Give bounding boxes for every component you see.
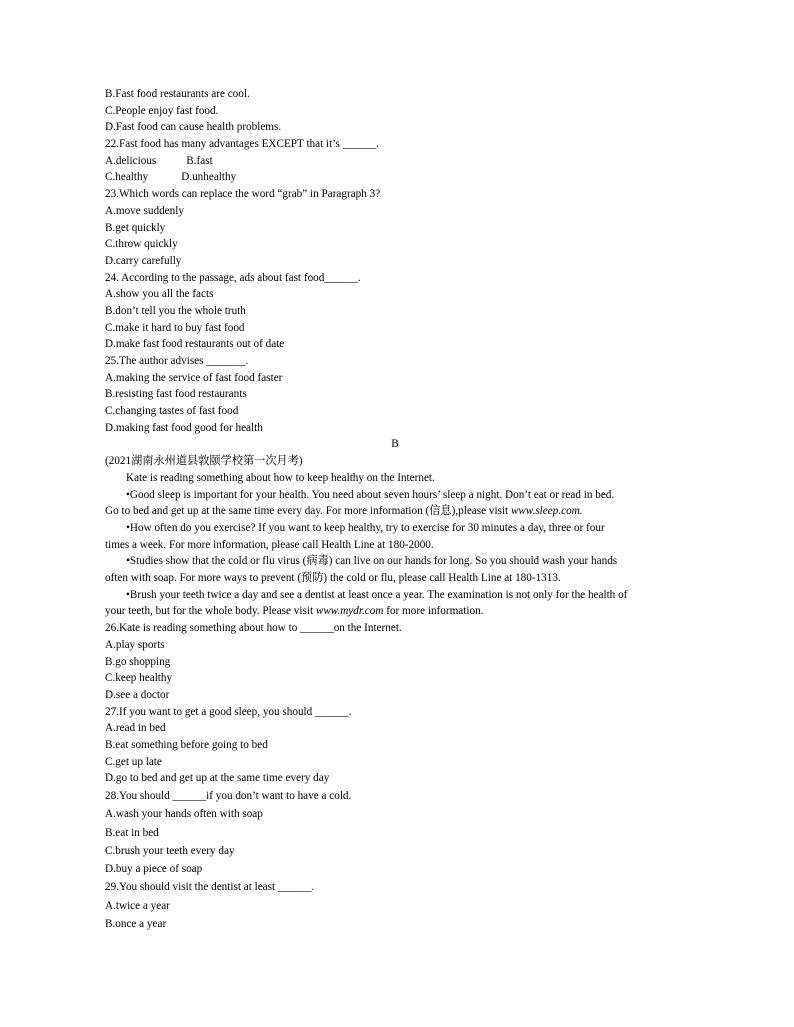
q25-option-a: A.making the service of fast food faster (105, 371, 283, 384)
q26-option-b: B.go shopping (105, 655, 171, 668)
passage-paragraph-exercise (105, 520, 685, 553)
q24-option-b: B.don’t tell you the whole truth (105, 304, 246, 317)
q21-option-c: C.People enjoy fast food. (105, 104, 219, 117)
q24-stem: 24. According to the passage, ads about fast food______. (105, 271, 361, 284)
q25-stem: 25.The author advises _______. (105, 355, 249, 367)
q25-option-d: D.making fast food good for health (105, 421, 263, 434)
mydr-website-link[interactable]: www.mydr.com (315, 605, 384, 618)
q28-option-b: B.eat in bed (105, 826, 159, 839)
paragraph-teeth-line2 (105, 603, 685, 620)
q27-option-a: A.read in bed (105, 722, 166, 735)
paragraph-sleep-line1: •Good sleep is important for your health. You need about seven hours’ sleep a night. Don’t eat or read in bed. (126, 488, 615, 501)
paragraph-teeth-line1: •Brush your teeth twice a day and see a dentist at least once a year. The examination is not only for the health of (126, 588, 628, 601)
q22-option-b: B.fast (186, 154, 213, 167)
paragraph-teeth-text-before: your teeth, but for the whole body. Please visit (105, 605, 316, 618)
q24-option-a: A.show you all the facts (105, 288, 214, 301)
q25-option-c: C.changing tastes of fast food (105, 405, 239, 418)
q23-option-d: D.carry carefully (105, 254, 182, 267)
paragraph-exercise-line2: times a week. For more information, please call Health Line at 180-2000. (105, 538, 434, 551)
page-content (105, 86, 685, 933)
sleep-website-link[interactable]: www.sleep.com. (510, 505, 583, 518)
q24-option-d: D.make fast food restaurants out of date (105, 338, 285, 351)
q21-option-b: B.Fast food restaurants are cool. (105, 88, 250, 100)
q26-option-a: A.play sports (105, 638, 165, 651)
paragraph-teeth-text-after: for more information. (383, 605, 484, 618)
q27-option-b: B.eat something before going to bed (105, 738, 268, 751)
q28-stem: 28.You should ______if you don’t want to have a cold. (105, 790, 352, 802)
q27-stem: 27.If you want to get a good sleep, you should ______. (105, 705, 352, 718)
section-b-source: (2021湖南永州道县敦颐学校第一次月考) (105, 455, 303, 468)
q29-option-a: A.twice a year (105, 899, 170, 912)
q26-stem: 26.Kate is reading something about how to ______on the Internet. (105, 622, 402, 635)
q22-option-c: C.healthy (105, 171, 149, 184)
passage-paragraph-teeth (105, 587, 685, 620)
q22-option-d: D.unhealthy (181, 171, 237, 184)
q28-option-d: D.buy a piece of soap (105, 863, 203, 876)
q23-option-a: A.move suddenly (105, 204, 184, 217)
q27-option-d: D.go to bed and get up at the same time every day (105, 772, 330, 785)
passage-paragraph-sleep (105, 487, 685, 520)
section-b-heading: B (391, 438, 399, 451)
paragraph-sleep-line2 (105, 503, 685, 520)
q28-option-c: C.brush your teeth every day (105, 844, 235, 857)
q26-option-c: C.keep healthy (105, 672, 173, 685)
q29-stem: 29.You should visit the dentist at least ______. (105, 881, 315, 894)
q22-stem: 22.Fast food has many advantages EXCEPT that it’s ______. (105, 138, 379, 151)
q23-option-b: B.get quickly (105, 221, 166, 234)
q27-option-c: C.get up late (105, 755, 162, 768)
q21-option-d: D.Fast food can cause health problems. (105, 121, 282, 134)
q26-option-d: D.see a doctor (105, 688, 170, 701)
paragraph-flu-line1: •Studies show that the cold or flu virus (病毒) can live on our hands for long. So you should wash your hands (126, 555, 618, 568)
q22-option-a: A.delicious (105, 154, 157, 167)
passage-paragraph-flu (105, 553, 685, 586)
passage-intro: Kate is reading something about how to keep healthy on the Internet. (126, 471, 435, 484)
q23-stem: 23.Which words can replace the word “grab” in Paragraph 3? (105, 188, 381, 201)
q29-option-b: B.once a year (105, 918, 167, 931)
q28-option-a: A.wash your hands often with soap (105, 808, 263, 821)
q22-options-row2 (105, 169, 685, 186)
paragraph-sleep-text: Go to bed and get up at the same time every day. For more information (信息),please visit (105, 505, 511, 518)
q23-option-c: C.throw quickly (105, 238, 178, 251)
q25-option-b: B.resisting fast food restaurants (105, 388, 247, 401)
paragraph-flu-line2: often with soap. For more ways to prevent (预防) the cold or flu, please call Health Line at 180-1313. (105, 572, 561, 585)
q22-options-row1 (105, 153, 685, 170)
paragraph-exercise-line1: •How often do you exercise? If you want to keep healthy, try to exercise for 30 minutes a day, three or four (126, 521, 605, 534)
q24-option-c: C.make it hard to buy fast food (105, 321, 245, 334)
